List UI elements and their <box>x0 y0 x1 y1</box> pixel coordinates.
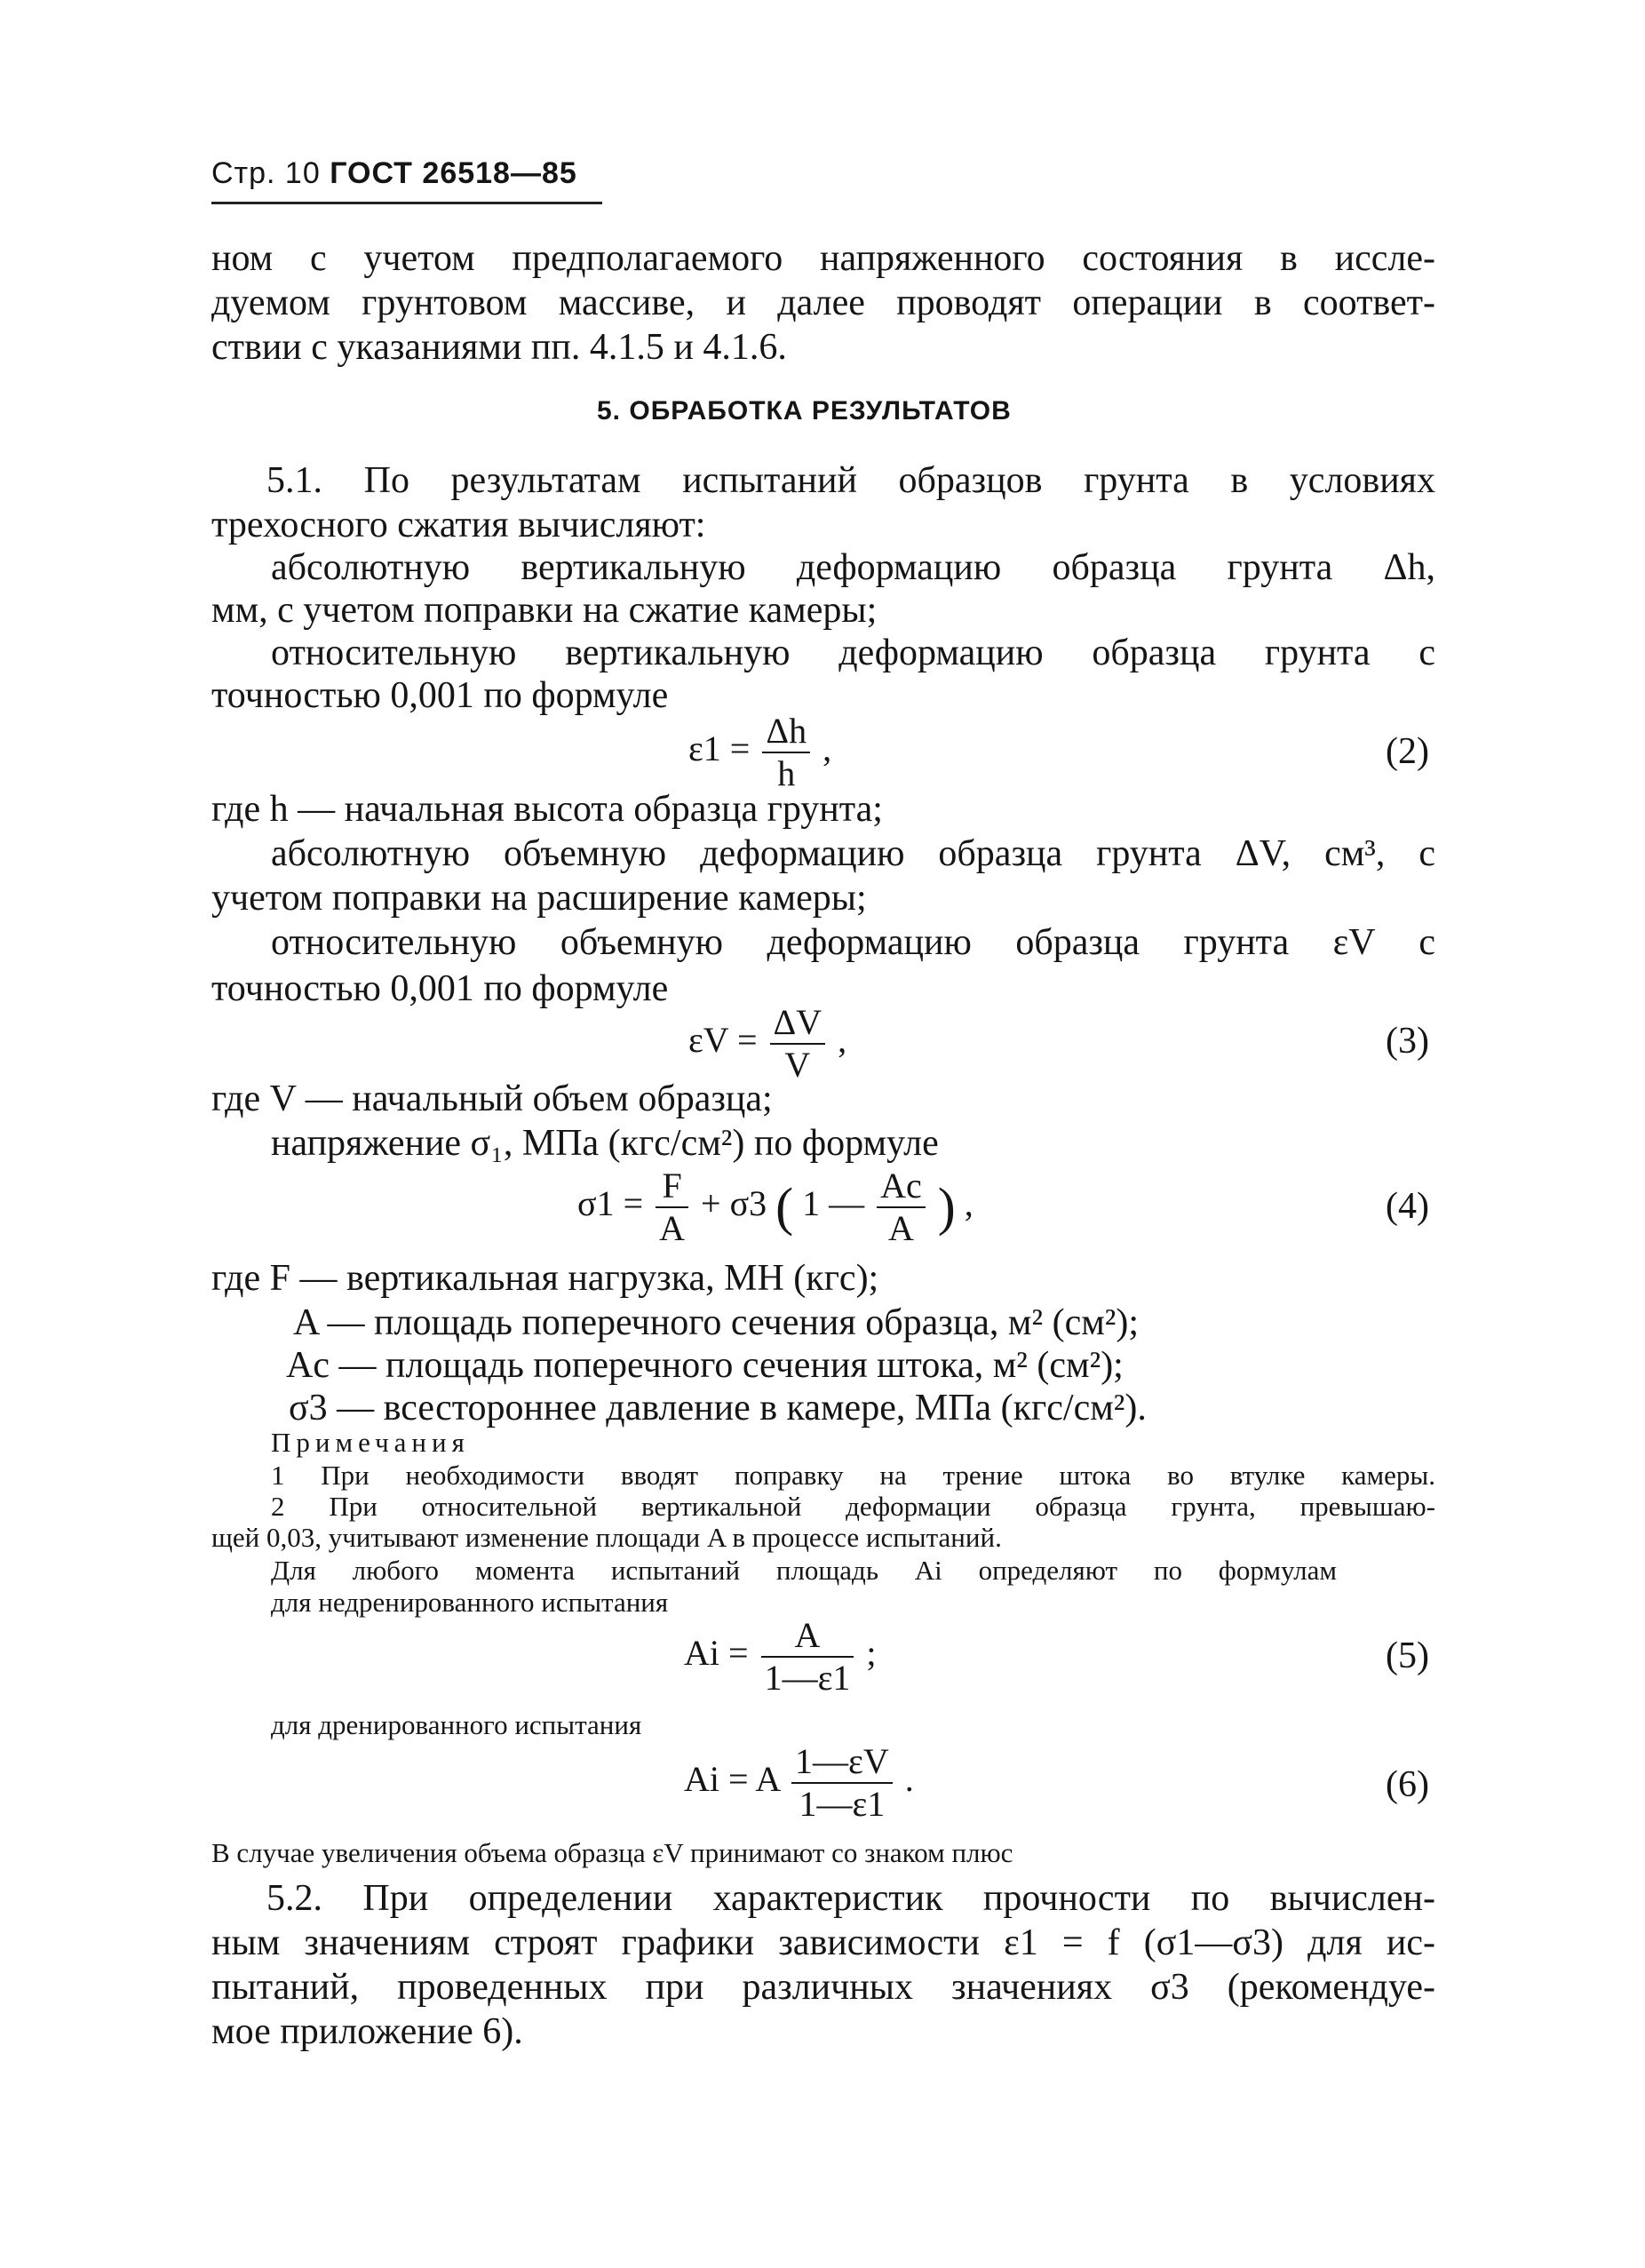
close-parenthesis: ) <box>937 1177 956 1237</box>
fraction <box>770 1002 826 1086</box>
fraction <box>791 1741 893 1825</box>
paragraph-line: 5.1. По результатам испытаний образцов грунта в условиях <box>266 460 1435 501</box>
formula-term: + σ3 <box>701 1183 767 1224</box>
equation-number: (4) <box>1386 1186 1429 1227</box>
paragraph-line: учетом поправки на расширение камеры; <box>211 878 867 919</box>
paragraph-line: 5.2. При определении характеристик прочности по вычислен- <box>266 1878 1435 1919</box>
standard-number: 26518—85 <box>422 156 577 190</box>
note-line: щей 0,03, учитывают изменение площади A в процессе испытаний. <box>211 1522 1002 1553</box>
denominator: A <box>659 1208 686 1248</box>
definition-line: A — площадь поперечного сечения образца, м² (см²); <box>293 1302 1140 1343</box>
paragraph-line: мм, с учетом поправки на сжатие камеры; <box>211 590 878 631</box>
definition-line: где F — вертикальная нагрузка, МН (кгс); <box>211 1258 879 1299</box>
equation-number: (5) <box>1386 1635 1429 1676</box>
formula-4 <box>577 1166 973 1249</box>
denominator: A <box>888 1208 914 1248</box>
paragraph-line: точностью 0,001 по формуле <box>211 968 669 1009</box>
formula-6 <box>684 1741 914 1825</box>
denominator: h <box>777 753 796 793</box>
notes-title: Примечания <box>271 1427 470 1458</box>
standard-label: ГОСТ <box>330 156 413 190</box>
formula-punctuation: . <box>904 1759 914 1800</box>
note-line: 2 При относительной вертикальной деформации образца грунта, превышаю- <box>271 1491 1435 1522</box>
numerator: F <box>656 1166 688 1208</box>
paragraph-line: напряжение σ₁, МПа (кгс/см²) по формуле <box>271 1123 939 1164</box>
open-parenthesis: ( <box>775 1177 794 1237</box>
paragraph-line: абсолютную вертикальную деформацию образца грунта Δh, <box>271 547 1435 588</box>
paragraph-line: трехосного сжатия вычисляют: <box>211 505 706 545</box>
formula-3 <box>688 1002 846 1086</box>
formula-punctuation: ; <box>866 1633 877 1674</box>
note-line: Для любого момента испытаний площадь Ai определяют по формулам <box>271 1555 1337 1586</box>
page-number: Стр. 10 <box>211 156 321 190</box>
fraction <box>877 1166 926 1249</box>
fraction <box>762 711 810 794</box>
paragraph-line: где h — начальная высота образца грунта; <box>211 789 883 830</box>
numerator: Δh <box>762 711 810 753</box>
note-line: для недренированного испытания <box>271 1587 669 1618</box>
numerator: 1—εV <box>791 1741 893 1784</box>
equation-number: (3) <box>1386 1021 1429 1062</box>
paragraph-line: где V — начальный объем образца; <box>211 1078 773 1119</box>
denominator: 1—ε1 <box>799 1784 886 1824</box>
formula-lhs: Ai = <box>684 1633 749 1674</box>
formula-5 <box>684 1615 876 1699</box>
numerator: ΔV <box>770 1002 826 1045</box>
paragraph-line: относительную вертикальную деформацию образца грунта с <box>271 633 1435 673</box>
fraction <box>656 1166 688 1249</box>
fraction <box>761 1615 854 1699</box>
paragraph-line: ном с учетом предполагаемого напряженного состояния в иссле- <box>211 238 1435 279</box>
denominator: 1—ε1 <box>764 1658 851 1698</box>
paragraph-line: ствии с указаниями пп. 4.1.5 и 4.1.6. <box>211 327 787 368</box>
definition-line: Ac — площадь поперечного сечения штока, м² (см²); <box>286 1345 1124 1386</box>
paragraph-line: пытаний, проведенных при различных значениях σ3 (рекомендуе- <box>211 1967 1435 2008</box>
note-line: для дренированного испытания <box>271 1709 642 1740</box>
denominator: V <box>784 1045 811 1085</box>
formula-punctuation: , <box>822 728 832 769</box>
formula-lhs: εV = <box>688 1020 758 1061</box>
formula-lhs: Ai = A <box>684 1759 780 1800</box>
paragraph-line: относительную объемную деформацию образца грунта εV с <box>271 922 1435 963</box>
page-header <box>211 156 602 204</box>
numerator: A <box>761 1615 854 1658</box>
formula-term: 1 — <box>802 1183 865 1224</box>
formula-lhs: σ1 = <box>577 1183 644 1224</box>
paragraph-line: дуемом грунтовом массиве, и далее проводят операции в соответ- <box>211 283 1435 323</box>
section-heading: 5. ОБРАБОТКА РЕЗУЛЬТАТОВ <box>597 396 1012 426</box>
equation-number: (2) <box>1386 731 1429 772</box>
numerator: Ac <box>877 1166 926 1208</box>
paragraph-line: мое приложение 6). <box>211 2011 523 2052</box>
paragraph-line: абсолютную объемную деформацию образца грунта ΔV, см³, с <box>271 833 1435 874</box>
formula-punctuation: , <box>838 1020 847 1061</box>
paragraph-line: ным значениям строят графики зависимости ε1 = f (σ1—σ3) для ис- <box>211 1922 1435 1963</box>
paragraph-line: точностью 0,001 по формуле <box>211 675 669 716</box>
definition-line: σ3 — всестороннее давление в камере, МПа (кгс/см²). <box>289 1388 1147 1428</box>
note-line: В случае увеличения объема образца εV принимают со знаком плюс <box>211 1837 1013 1868</box>
formula-2 <box>688 711 831 794</box>
formula-punctuation: , <box>964 1183 973 1224</box>
equation-number: (6) <box>1386 1764 1429 1805</box>
formula-lhs: ε1 = <box>688 728 751 769</box>
note-line: 1 При необходимости вводят поправку на трение штока во втулке камеры. <box>271 1460 1435 1491</box>
